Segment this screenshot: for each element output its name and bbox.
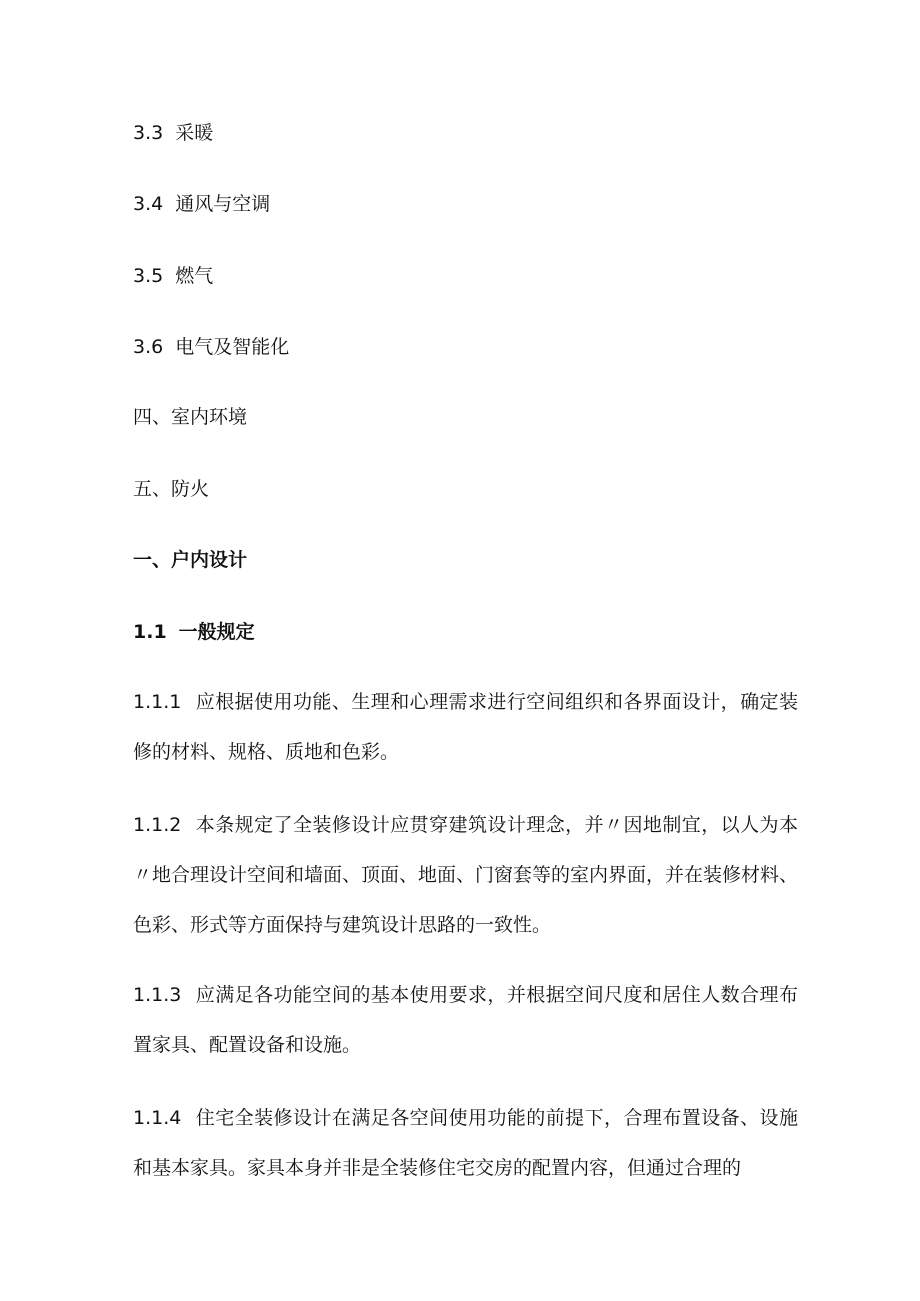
toc-item-3-4 [133,191,813,217]
toc-number: 3.3 [133,122,164,144]
subsection-number: 1.1 [133,621,167,643]
section-heading [133,547,813,573]
toc-item-4 [133,404,813,430]
subsection-heading [133,619,813,645]
subsection-title: 一般规定 [178,621,255,643]
toc-title: 采暖 [175,122,214,144]
paragraph-text: 应根据使用功能、生理和心理需求进行空间组织和各界面设计，确定装修的材料、规格、质地和色彩。 [133,691,798,763]
toc-item-3-6 [133,334,813,360]
paragraph-text: 本条规定了全装修设计应贯穿建筑设计理念，并〃因地制宜，以人为本〃地合理设计空间和墙面、顶面、地面、门窗套等的室内界面，并在装修材料、色彩、形式等方面保持与建筑设计思路的一致性。 [133,814,799,936]
paragraph-number: 1.1.3 [133,984,182,1006]
toc-title: 五、防火 [133,478,210,500]
toc-title: 通风与空调 [175,193,271,215]
paragraph-text: 应满足各功能空间的基本使用要求，并根据空间尺度和居住人数合理布置家具、配置设备和设施。 [133,984,798,1056]
paragraph-number: 1.1.4 [133,1107,182,1129]
toc-number: 3.5 [133,265,164,287]
toc-item-5 [133,476,813,502]
toc-title: 燃气 [175,265,214,287]
toc-item-3-3 [133,120,813,146]
paragraph-1-1-3 [133,970,798,1070]
toc-title: 电气及智能化 [175,336,290,358]
paragraph-text: 住宅全装修设计在满足各空间使用功能的前提下，合理布置设备、设施和基本家具。家具本身并非是全装修住宅交房的配置内容，但通过合理的 [133,1107,798,1179]
paragraph-1-1-1 [133,677,798,777]
paragraph-1-1-4 [133,1093,798,1193]
toc-title: 四、室内环境 [133,406,248,428]
section-heading-text: 一、户内设计 [133,549,248,571]
toc-item-3-5 [133,263,813,289]
paragraph-1-1-2 [133,800,798,950]
paragraph-number: 1.1.2 [133,814,182,836]
toc-number: 3.6 [133,336,164,358]
toc-number: 3.4 [133,193,164,215]
paragraph-number: 1.1.1 [133,691,182,713]
